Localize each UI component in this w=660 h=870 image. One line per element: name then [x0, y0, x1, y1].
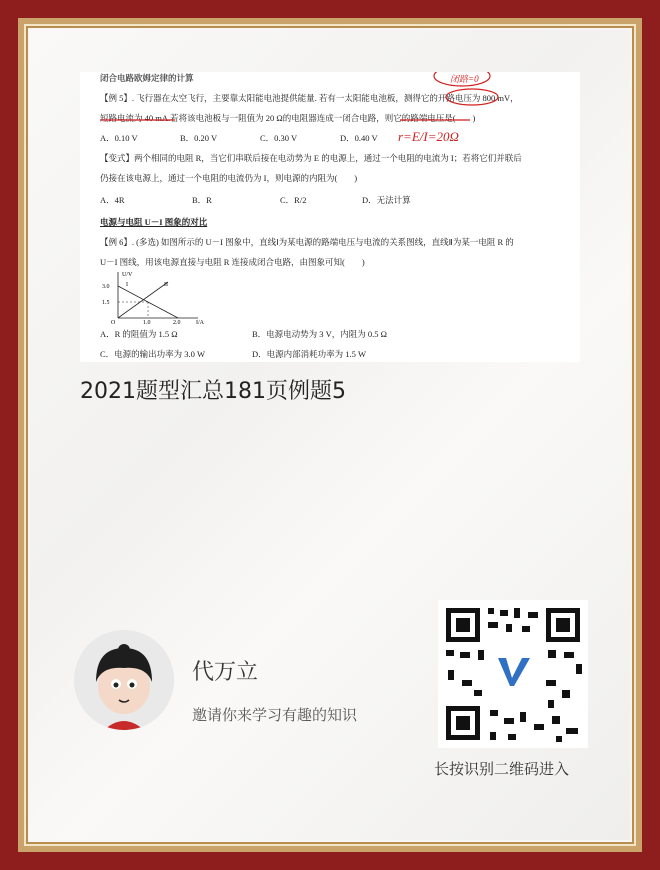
graph-y-axis-label: U/V	[122, 272, 133, 278]
graph-y-tick: 3.0	[102, 284, 110, 290]
cut-heading: 闭合电路欧姆定律的计算	[100, 73, 194, 83]
graph-y-tick: 1.5	[102, 300, 110, 306]
graph-x-tick: 2.0	[173, 320, 181, 324]
example-6-option-a: A．R 的阻值为 1.5 Ω	[100, 329, 178, 339]
qr-code-icon	[438, 600, 588, 748]
example-6-option-c: C．电源的输出功率为 3.0 W	[100, 349, 206, 359]
example-5-option-c: C．0.30 V	[260, 133, 298, 143]
example-5-line2: 短路电流为 40 mA.若将该电池板与一阻值为 20 Ω的电阻器连成一闭合电路，则它的路端电压是( )	[100, 113, 476, 123]
invite-text: 邀请你来学习有趣的知识	[192, 706, 358, 724]
variant-option-d: D．无法计算	[362, 195, 411, 205]
example-5-option-d: D．0.40 V	[340, 133, 378, 143]
handwritten-formula: r=E/I=20Ω	[398, 129, 459, 144]
u-i-graph	[98, 268, 208, 324]
example-6-option-b: B．电源电动势为 3 V，内阻为 0.5 Ω	[252, 329, 388, 339]
example-5-option-b: B．0.20 V	[180, 133, 218, 143]
graph-x-axis-label: I/A	[196, 320, 204, 324]
variant-line2: 仍接在该电源上，通过一个电阻的电流仍为 I，则电源的内阻为( )	[100, 173, 358, 183]
graph-origin: O	[111, 320, 116, 324]
graph-line-label: I	[126, 282, 128, 288]
page-caption: 2021题型汇总181页例题5	[80, 379, 346, 404]
example-6-option-d: D．电源内部消耗功率为 1.5 W	[252, 349, 367, 359]
example-6-line1: 【例 6】. (多选) 如图所示的 U－I 图象中，直线Ⅰ为某电源的路端电压与电流的关系图线，直线Ⅱ为某一电阻 R 的	[100, 237, 514, 247]
example-6-line2: U－I 图线，用该电源直接与电阻 R 连接成闭合电路，由图象可知( )	[100, 257, 365, 267]
variant-option-b: B．R	[192, 195, 212, 205]
section-title: 电源与电阻 U－I 图象的对比	[100, 217, 208, 227]
example-5-option-a: A．0.10 V	[100, 133, 138, 143]
graph-line-label: II	[164, 282, 168, 288]
qr-caption: 长按识别二维码进入	[434, 760, 570, 778]
cartoon-girl-icon	[74, 630, 174, 730]
qr-code[interactable]	[438, 600, 588, 748]
variant-option-a: A．4R	[100, 195, 125, 205]
variant-line1: 【变式】两个相同的电阻 R，当它们串联后接在电动势为 E 的电源上，通过一个电阻的电流为 I；若将它们并联后	[100, 153, 522, 163]
worksheet-image	[80, 72, 580, 362]
graph-x-tick: 1.0	[143, 320, 151, 324]
variant-option-c: C．R/2	[280, 195, 307, 205]
handwritten-annotations	[80, 72, 580, 192]
author-name: 代万立	[192, 660, 259, 685]
author-avatar[interactable]	[74, 630, 174, 730]
handwritten-note: 闭路=0	[450, 74, 479, 84]
example-5-line1: 【例 5】. 飞行器在太空飞行，主要靠太阳能电池提供能量. 若有一太阳能电池板，测得它的开路电压为 800 mV，	[100, 93, 519, 103]
